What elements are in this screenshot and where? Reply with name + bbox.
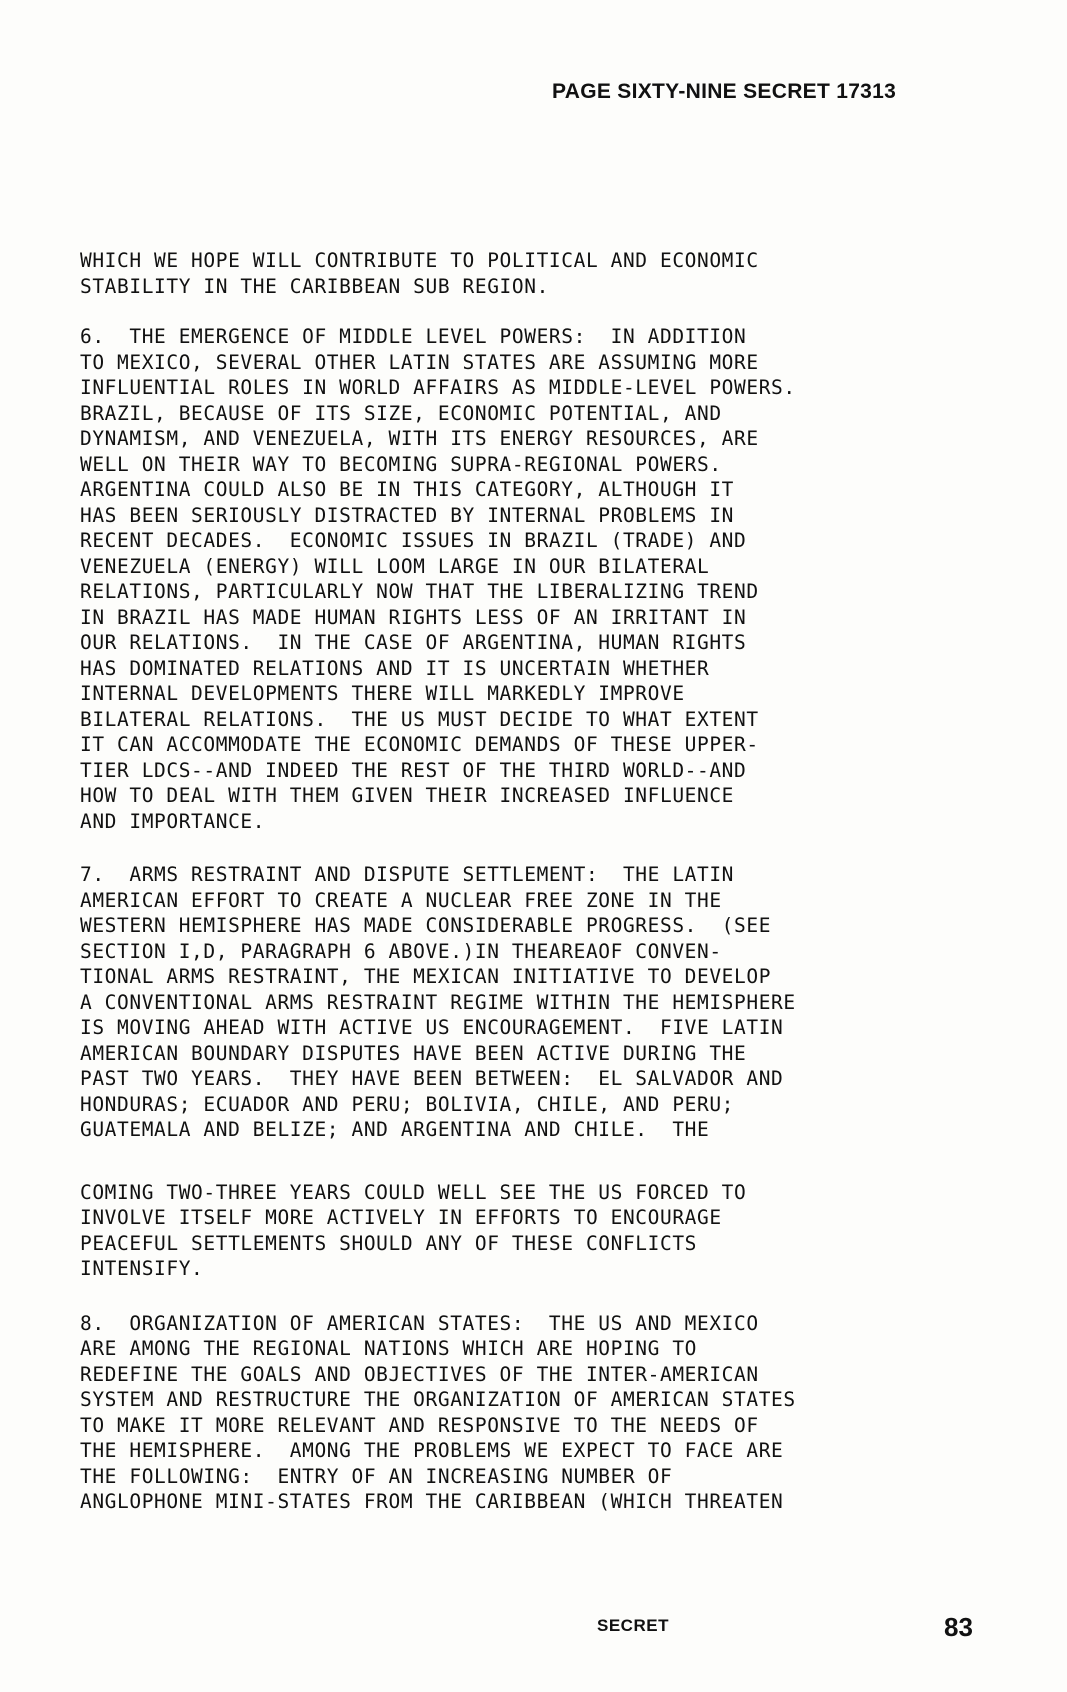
paragraph (80, 1311, 1020, 1515)
page-header: PAGE SIXTY-NINE SECRET 17313 (552, 80, 897, 103)
text-line: STABILITY IN THE CARIBBEAN SUB REGION. (80, 274, 549, 298)
classification-marking: SECRET (597, 1616, 669, 1635)
text-line: GUATEMALA AND BELIZE; AND ARGENTINA AND CHILE. THE (80, 1118, 710, 1141)
text-line: IN BRAZIL HAS MADE HUMAN RIGHTS LESS OF AN IRRITANT IN (80, 605, 747, 629)
text-line: WESTERN HEMISPHERE HAS MADE CONSIDERABLE PROGRESS. (SEE (80, 914, 772, 937)
text-line: 7. ARMS RESTRAINT AND DISPUTE SETTLEMENT: THE LATIN (80, 863, 735, 886)
text-line: HOW TO DEAL WITH THEM GIVEN THEIR INCREASED INFLUENCE (80, 784, 735, 807)
text-line: THE FOLLOWING: ENTRY OF AN INCREASING NUMBER OF (80, 1464, 673, 1488)
page-number: 83 (944, 1612, 973, 1642)
text-line: PEACEFUL SETTLEMENTS SHOULD ANY OF THESE CONFLICTS (80, 1231, 697, 1255)
text-line: IS MOVING AHEAD WITH ACTIVE US ENCOURAGEMENT. FIVE LATIN (80, 1016, 784, 1039)
paragraph (80, 248, 1020, 299)
text-line: COMING TWO-THREE YEARS COULD WELL SEE THE US FORCED TO (80, 1180, 747, 1204)
text-line: AND IMPORTANCE. (80, 809, 266, 833)
text-line: REDEFINE THE GOALS AND OBJECTIVES OF THE INTER-AMERICAN (80, 1362, 759, 1386)
paragraph (80, 324, 1020, 834)
text-line: AMERICAN BOUNDARY DISPUTES HAVE BEEN ACTIVE DURING THE (80, 1041, 747, 1065)
paragraph (80, 862, 1020, 1143)
text-line: BILATERAL RELATIONS. THE US MUST DECIDE TO WHAT EXTENT (80, 707, 759, 731)
text-line: ANGLOPHONE MINI-STATES FROM THE CARIBBEAN (WHICH THREATEN (80, 1490, 784, 1513)
paragraph (80, 1180, 1020, 1282)
text-line: INTERNAL DEVELOPMENTS THERE WILL MARKEDLY IMPROVE (80, 682, 685, 705)
text-line: HAS BEEN SERIOUSLY DISTRACTED BY INTERNAL PROBLEMS IN (80, 503, 735, 527)
text-line: INVOLVE ITSELF MORE ACTIVELY IN EFFORTS TO ENCOURAGE (80, 1206, 722, 1229)
text-line: INFLUENTIAL ROLES IN WORLD AFFAIRS AS MIDDLE-LEVEL POWERS. (80, 376, 796, 399)
text-line: BRAZIL, BECAUSE OF ITS SIZE, ECONOMIC POTENTIAL, AND (80, 401, 722, 425)
text-line: PAST TWO YEARS. THEY HAVE BEEN BETWEEN: EL SALVADOR AND (80, 1067, 784, 1090)
text-line: RECENT DECADES. ECONOMIC ISSUES IN BRAZIL (TRADE) AND (80, 529, 747, 552)
text-line: WHICH WE HOPE WILL CONTRIBUTE TO POLITICAL AND ECONOMIC (80, 249, 759, 272)
text-line: INTENSIFY. (80, 1257, 204, 1280)
text-line: 8. ORGANIZATION OF AMERICAN STATES: THE US AND MEXICO (80, 1311, 759, 1335)
text-line: OUR RELATIONS. IN THE CASE OF ARGENTINA, HUMAN RIGHTS (80, 631, 747, 654)
text-line: HAS DOMINATED RELATIONS AND IT IS UNCERTAIN WHETHER (80, 656, 710, 680)
text-line: SYSTEM AND RESTRUCTURE THE ORGANIZATION OF AMERICAN STATES (80, 1388, 796, 1411)
text-line: TO MEXICO, SEVERAL OTHER LATIN STATES ARE ASSUMING MORE (80, 350, 759, 374)
text-line: VENEZUELA (ENERGY) WILL LOOM LARGE IN OUR BILATERAL (80, 554, 710, 578)
text-line: WELL ON THEIR WAY TO BECOMING SUPRA-REGIONAL POWERS. (80, 452, 722, 476)
text-line: TIER LDCS--AND INDEED THE REST OF THE THIRD WORLD--AND (80, 758, 747, 782)
text-line: IT CAN ACCOMMODATE THE ECONOMIC DEMANDS OF THESE UPPER- (80, 733, 759, 756)
document-body (80, 248, 1020, 1515)
text-line: DYNAMISM, AND VENEZUELA, WITH ITS ENERGY RESOURCES, ARE (80, 427, 759, 450)
text-line: AMERICAN EFFORT TO CREATE A NUCLEAR FREE ZONE IN THE (80, 888, 722, 912)
text-line: TIONAL ARMS RESTRAINT, THE MEXICAN INITIATIVE TO DEVELOP (80, 965, 772, 988)
text-line: RELATIONS, PARTICULARLY NOW THAT THE LIBERALIZING TREND (80, 580, 759, 603)
text-line: SECTION I,D, PARAGRAPH 6 ABOVE.)IN THEAREAOF CONVEN- (80, 939, 722, 963)
text-line: A CONVENTIONAL ARMS RESTRAINT REGIME WITHIN THE HEMISPHERE (80, 990, 796, 1014)
text-line: ARE AMONG THE REGIONAL NATIONS WHICH ARE HOPING TO (80, 1337, 697, 1360)
text-line: HONDURAS; ECUADOR AND PERU; BOLIVIA, CHILE, AND PERU; (80, 1092, 735, 1116)
text-line: THE HEMISPHERE. AMONG THE PROBLEMS WE EXPECT TO FACE ARE (80, 1439, 784, 1462)
text-line: 6. THE EMERGENCE OF MIDDLE LEVEL POWERS: IN ADDITION (80, 325, 747, 348)
text-line: ARGENTINA COULD ALSO BE IN THIS CATEGORY, ALTHOUGH IT (80, 478, 735, 501)
text-line: TO MAKE IT MORE RELEVANT AND RESPONSIVE TO THE NEEDS OF (80, 1413, 759, 1437)
